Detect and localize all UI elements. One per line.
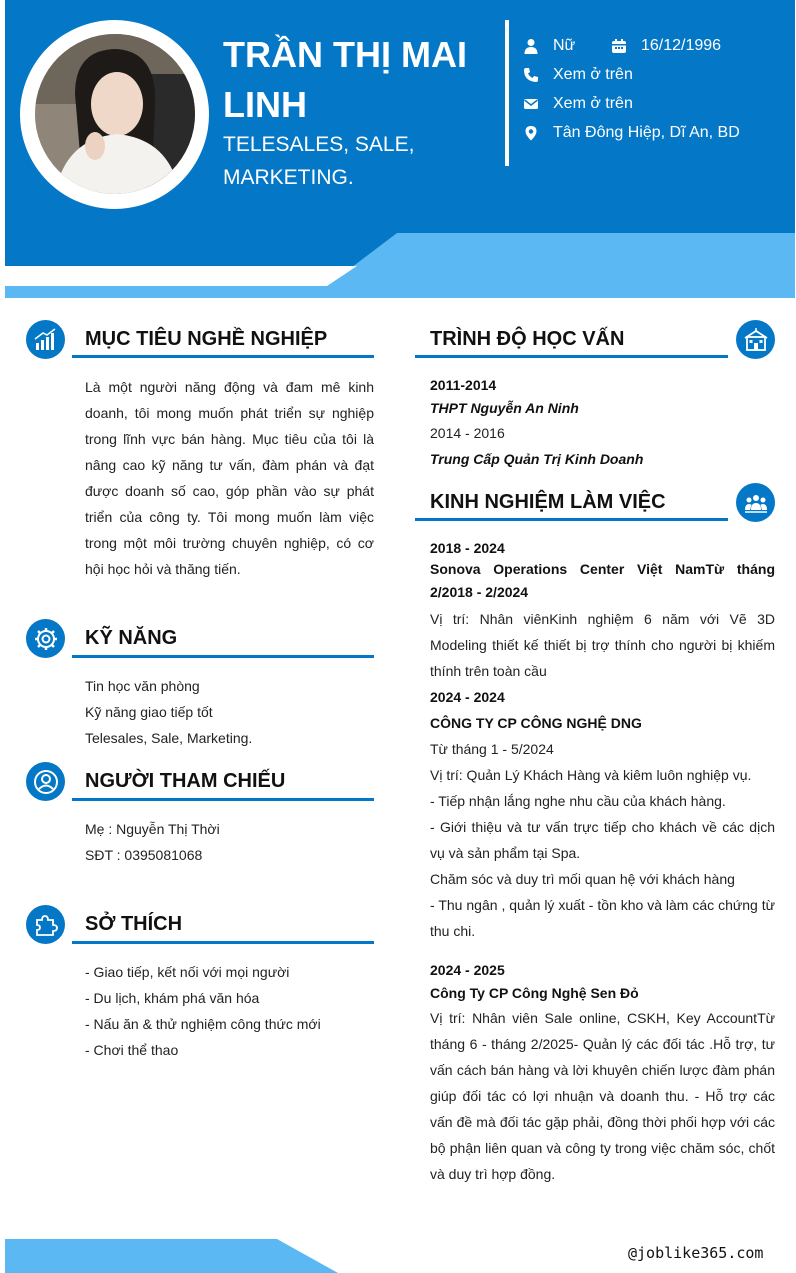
phone-value: Xem ở trên xyxy=(553,66,633,83)
skill-item: Tin học văn phòng xyxy=(85,678,200,694)
address-value: Tân Đông Hiệp, Dĩ An, BD xyxy=(553,124,740,141)
job-description: Vị trí: Nhân viên Sale online, CSKH, Key AccountTừ tháng 6 - tháng 2/2025- Quản lý các đối tác .Hỗ trợ, tư vấn cách bán hàng và lời khuyên chiến lược đàm phán giúp đối tác có lợi nhuận và doanh thu. - Hỗ trợ các vấn đề mà đối tác gặp phải, đồng thời phối hợp với các bộ phận liên quan và công ty trong việc chăm sóc, chốt và duy trì hợp đồng. xyxy=(430,1010,775,1182)
job-line: Vị trí: Quản Lý Khách Hàng và kiêm luôn nghiệp vụ. xyxy=(430,767,752,783)
objective-text: Là một người năng động và đam mê kinh doanh, tôi mong muốn phát triển sự nghiệp trong lĩnh vực bán hàng. Mục tiêu của tôi là nâng cao kỹ năng tư vấn, đàm phán và đạt được doanh số cao, góp phần vào sự phát triển của công ty. Tôi mong muốn làm việc trong một môi trường chuyên nghiệp, có cơ hội học hỏi và thăng tiến. xyxy=(85,379,374,577)
job-line: Chăm sóc và duy trì mối quan hệ với khách hàng xyxy=(430,871,735,887)
job-company: Công Ty CP Công Nghệ Sen Đỏ xyxy=(430,985,639,1001)
reference-rule xyxy=(72,798,374,801)
job-description: Vị trí: Nhân viênKinh nghiệm 6 năm với Vẽ 3D Modeling thiết kế thiết bị trợ thính cho người bị khiếm thính trên toàn cầu xyxy=(430,611,775,679)
avatar xyxy=(35,34,195,194)
education-heading: TRÌNH ĐỘ HỌC VẤN xyxy=(430,328,625,350)
header-divider xyxy=(505,20,509,166)
candidate-title: TELESALES, SALE, MARKETING. xyxy=(223,133,415,189)
hobby-item: - Du lịch, khám phá văn hóa xyxy=(85,990,260,1006)
skill-item: Kỹ năng giao tiếp tốt xyxy=(85,704,213,720)
hobbies-rule xyxy=(72,941,374,944)
dob-value: 16/12/1996 xyxy=(641,37,722,54)
skill-item: Telesales, Sale, Marketing. xyxy=(85,730,253,746)
team-icon xyxy=(736,483,775,522)
email-value: Xem ở trên xyxy=(553,95,633,112)
footer-website-tag: @joblike365.com xyxy=(628,1244,764,1262)
education-period: 2014 - 2016 xyxy=(430,425,505,441)
hobby-item: - Chơi thể thao xyxy=(85,1042,179,1058)
skills-rule xyxy=(72,655,374,658)
puzzle-icon xyxy=(26,905,65,944)
education-school: Trung Cấp Quản Trị Kinh Doanh xyxy=(430,451,644,467)
hobby-item: - Nấu ăn & thử nghiệm công thức mới xyxy=(85,1016,321,1032)
objective-rule xyxy=(72,355,374,358)
job-company: Sonova Operations Center Việt NamTừ tháng 2/2018 - 2/2024 xyxy=(430,561,775,600)
education-school: THPT Nguyễn An Ninh xyxy=(430,400,579,416)
job-line: - Tiếp nhận lắng nghe nhu cầu của khách hàng. xyxy=(430,793,726,809)
person-circle-icon xyxy=(26,762,65,801)
gear-icon xyxy=(26,619,65,658)
email-icon xyxy=(523,96,539,112)
user-icon xyxy=(523,38,539,54)
hobbies-heading: SỞ THÍCH xyxy=(85,913,183,935)
candidate-name: TRẦN THỊ MAI LINH xyxy=(223,34,467,125)
job-company: CÔNG TY CP CÔNG NGHỆ DNG xyxy=(430,715,642,731)
email-row xyxy=(523,93,633,115)
experience-heading: KINH NGHIỆM LÀM VIỆC xyxy=(430,491,666,513)
gender-value: Nữ xyxy=(553,37,576,54)
job-period: 2018 - 2024 xyxy=(430,540,505,556)
education-rule xyxy=(415,355,728,358)
reference-heading: NGƯỜI THAM CHIẾU xyxy=(85,770,286,792)
calendar-icon xyxy=(611,38,627,54)
gender-row xyxy=(523,35,575,57)
education-period: 2011-2014 xyxy=(430,377,497,393)
job-line: - Thu ngân , quản lý xuất - tồn kho và làm các chứng từ thu chi. xyxy=(430,897,775,939)
phone-row xyxy=(523,64,633,86)
objective-heading: MỤC TIÊU NGHỀ NGHIỆP xyxy=(85,328,328,350)
phone-icon xyxy=(523,67,539,83)
chart-growth-icon xyxy=(26,320,65,359)
reference-item: Mẹ : Nguyễn Thị Thời xyxy=(85,821,220,837)
job-line: - Giới thiệu và tư vấn trực tiếp cho khách về các dịch vụ và sản phẩm tại Spa. xyxy=(430,819,775,861)
hobby-item: - Giao tiếp, kết nối với mọi người xyxy=(85,964,290,980)
address-row xyxy=(523,122,740,144)
dob-row xyxy=(611,35,721,57)
skills-heading: KỸ NĂNG xyxy=(85,627,178,649)
experience-rule xyxy=(415,518,728,521)
reference-item: SĐT : 0395081068 xyxy=(85,847,203,863)
location-icon xyxy=(523,125,539,141)
footer-accent-bar xyxy=(5,1239,345,1273)
job-period: 2024 - 2024 xyxy=(430,689,505,705)
job-period: 2024 - 2025 xyxy=(430,962,505,978)
job-line: Từ tháng 1 - 5/2024 xyxy=(430,741,554,757)
school-building-icon xyxy=(736,320,775,359)
